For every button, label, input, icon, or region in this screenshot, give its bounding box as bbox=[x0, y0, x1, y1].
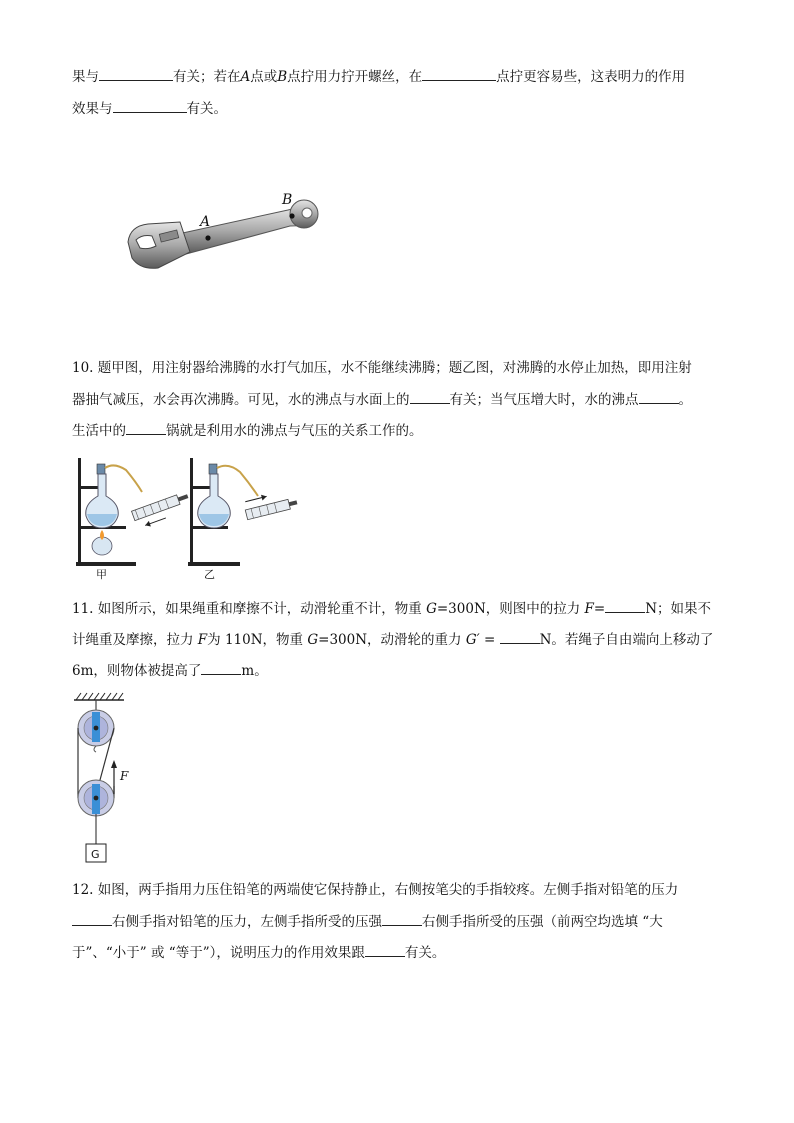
answer-blank[interactable] bbox=[365, 942, 405, 957]
q11-text: 6m，则物体被提高了 bbox=[72, 663, 202, 679]
answer-blank[interactable] bbox=[382, 911, 422, 926]
q9-line-2 bbox=[72, 98, 227, 119]
q10-text: 有关；当气压增大时，水的沸点 bbox=[449, 392, 639, 408]
q11-text: = bbox=[479, 632, 500, 648]
tube-yi bbox=[217, 466, 258, 496]
q11-line-2 bbox=[72, 629, 713, 650]
answer-blank[interactable] bbox=[201, 660, 241, 675]
label-jia: 甲 bbox=[96, 568, 107, 581]
answer-blank[interactable] bbox=[113, 98, 187, 113]
q10-line-1 bbox=[72, 358, 692, 378]
answer-blank[interactable] bbox=[422, 66, 496, 81]
q11-var: G bbox=[426, 601, 437, 617]
q9-text: 点拧用力拧开螺丝，在 bbox=[287, 69, 423, 85]
q9-text: 点拧更容易些，这表明力的作用 bbox=[496, 69, 686, 85]
q12-text: 有关。 bbox=[404, 945, 446, 961]
q11-text: = bbox=[593, 601, 606, 617]
force-label: F bbox=[120, 769, 129, 783]
label-yi: 乙 bbox=[204, 568, 215, 581]
answer-blank[interactable] bbox=[605, 598, 645, 613]
q12-line-2 bbox=[72, 911, 663, 932]
q9-text: 果与 bbox=[72, 69, 99, 85]
setup-yi bbox=[188, 458, 298, 581]
q11-text: m。 bbox=[241, 663, 268, 679]
pulley-figure bbox=[70, 690, 140, 866]
tube-jia bbox=[105, 465, 142, 492]
boiling-experiment-figure bbox=[70, 452, 300, 584]
q10-text: 10. 题甲图，用注射器给沸腾的水打气加压，水不能继续沸腾；题乙图，对沸腾的水停止加热，即用注射 bbox=[72, 360, 692, 376]
q11-var: F bbox=[197, 632, 208, 648]
q12-line-3 bbox=[72, 942, 445, 963]
q9-line-1 bbox=[72, 66, 685, 87]
answer-blank[interactable] bbox=[500, 629, 540, 644]
q10-text: 生活中的 bbox=[72, 423, 126, 439]
q9-text: 点或 bbox=[250, 69, 278, 85]
q11-text: 11. 如图所示，如果绳重和摩擦不计，动滑轮重不计，物重 bbox=[72, 601, 427, 617]
q11-text: N；如果不 bbox=[645, 601, 712, 617]
syringe-yi bbox=[243, 487, 299, 520]
q10-text: 。 bbox=[678, 392, 692, 408]
setup-jia bbox=[76, 458, 193, 581]
figure-label-a: A bbox=[200, 214, 211, 230]
q9-text: 有关。 bbox=[186, 101, 227, 117]
q9-text: 效果与 bbox=[72, 101, 113, 117]
q12-text: 于”、“小于” 或 “等于”），说明压力的作用效果跟 bbox=[72, 945, 365, 961]
q11-text: =300N，动滑轮的重力 bbox=[318, 632, 466, 648]
q10-text: 器抽气减压，水会再次沸腾。可见，水的沸点与水面上的 bbox=[72, 392, 410, 408]
answer-blank[interactable] bbox=[126, 420, 166, 435]
q11-text: 为 110N，物重 bbox=[207, 632, 308, 648]
answer-blank[interactable] bbox=[639, 389, 679, 404]
wrench-figure bbox=[118, 182, 358, 282]
q12-text: 12. 如图，两手指用力压住铅笔的两端使它保持静止，右侧按笔尖的手指较疼。左侧手指对铅笔的压力 bbox=[72, 882, 679, 898]
q11-var: G bbox=[307, 632, 319, 648]
answer-blank[interactable] bbox=[99, 66, 173, 81]
q9-text: 有关；若在 bbox=[173, 69, 241, 85]
answer-blank[interactable] bbox=[410, 389, 450, 404]
q12-text: 右侧手指所受的压强（前两空均选填 “大 bbox=[422, 914, 663, 930]
point-a-dot bbox=[205, 235, 210, 240]
q11-text: N。若绳子自由端向上移动了 bbox=[539, 632, 714, 648]
point-a-label: A bbox=[240, 69, 251, 85]
q10-line-3 bbox=[72, 420, 423, 441]
q12-line-1 bbox=[72, 880, 678, 900]
q11-var: G′ bbox=[465, 632, 480, 648]
q12-text: 右侧手指对铅笔的压力，左侧手指所受的压强 bbox=[112, 914, 382, 930]
q11-text: 计绳重及摩擦，拉力 bbox=[72, 632, 198, 648]
syringe-jia bbox=[132, 491, 194, 531]
q11-line-1 bbox=[72, 598, 711, 619]
q11-text: =300N，则图中的拉力 bbox=[436, 601, 585, 617]
weight-label: G bbox=[91, 848, 100, 861]
figure-label-b: B bbox=[282, 192, 293, 208]
stand-rod bbox=[78, 458, 81, 564]
q10-line-2 bbox=[72, 389, 692, 410]
q11-line-3 bbox=[72, 660, 268, 681]
q10-text: 锅就是利用水的沸点与气压的关系工作的。 bbox=[166, 423, 423, 439]
wrench-head bbox=[128, 222, 190, 268]
q11-var: F bbox=[584, 601, 594, 617]
answer-blank[interactable] bbox=[72, 911, 112, 926]
point-b-dot bbox=[289, 213, 294, 218]
point-b-label: B bbox=[277, 69, 288, 85]
